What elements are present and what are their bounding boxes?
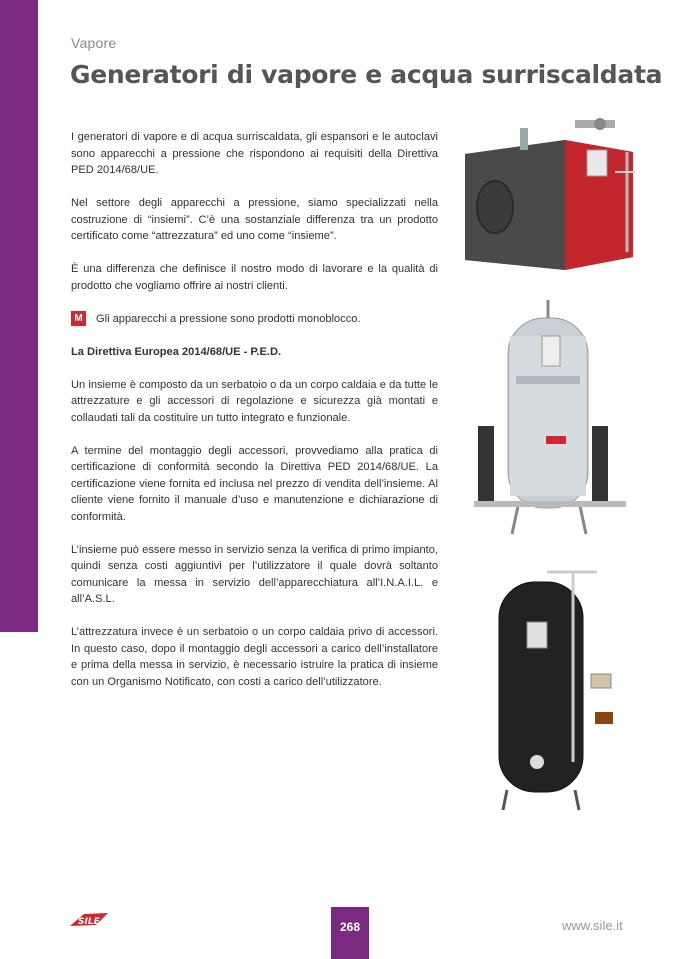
black-tank-image [487, 562, 637, 812]
paragraph-certification: A termine del montaggio degli accessori, provvediamo alla pratica di certificazione di conformità secondo la Direttiva PED 2014/68/UE. La certificazione viene fornita ed inclusa nel prezzo di vendita dell’insieme. Al cliente viene fornito il manuale d’uso e manutenzione e dichiarazione di conformità. [71, 444, 438, 523]
paragraph-difference: È una differenza che definisce il nostro modo di lavorare e la qualità di prodotto che vogliamo offrire ai nostri clienti. [71, 263, 438, 292]
steam-generator-image [455, 112, 640, 272]
monoblock-note [71, 311, 438, 328]
page-title: Generatori di vapore e acqua surriscaldata [70, 60, 663, 89]
paragraph-intro: I generatori di vapore e di acqua surriscaldata, gli espansori e le autoclavi sono apparecchi a pressione che rispondono ai requisiti della Direttiva PED 2014/68/UE. [71, 131, 438, 176]
page-number: 268 [331, 907, 369, 959]
sile-logo-text: SILE [78, 917, 100, 927]
paragraph-attrezzatura: L’attrezzatura invece è un serbatoio o un corpo caldaia privo di accessori. In questo caso, dopo il montaggio degli accessori a carico dell’installatore e prima della messa in servizio, è necessario istruire la pratica di insieme con un Organismo Notificato, con costi a carico dell’utilizzatore. [71, 626, 438, 688]
directive-subheading: La Direttiva Europea 2014/68/UE - P.E.D. [71, 345, 282, 358]
sile-logo [68, 910, 112, 935]
paragraph-service: L’insieme può essere messo in servizio senza la verifica di primo impianto, quindi senza costi aggiuntivi per l’utilizzatore il quale dovrà soltanto comunicare la messa in servizio dell’apparecchiatura all’I.N.A.I.L. e all’A.S.L. [71, 543, 438, 605]
website-url[interactable]: www.sile.it [562, 918, 623, 933]
paragraph-insieme-definition: Un insieme è composto da un serbatoio o da un corpo caldaia e da tutte le attrezzature e gli accessori di regolazione e sicurezza già montati e collaudati tali da costituire un tutto integrato e funzionale. [71, 378, 438, 424]
galvanized-tank-image [470, 296, 630, 536]
section-label: Vapore [71, 35, 117, 51]
side-accent-bar [0, 0, 38, 632]
monoblock-badge: M [71, 311, 86, 326]
paragraph-insiemi: Nel settore degli apparecchi a pressione, siamo specializzati nella costruzione di “insiemi”. C’è una sostanziale differenza tra un prodotto certificato come “attrezzatura” ed uno come “insieme”. [71, 197, 438, 242]
body-text [71, 129, 438, 707]
monoblock-note-text: Gli apparecchi a pressione sono prodotti monoblocco. [96, 312, 361, 325]
